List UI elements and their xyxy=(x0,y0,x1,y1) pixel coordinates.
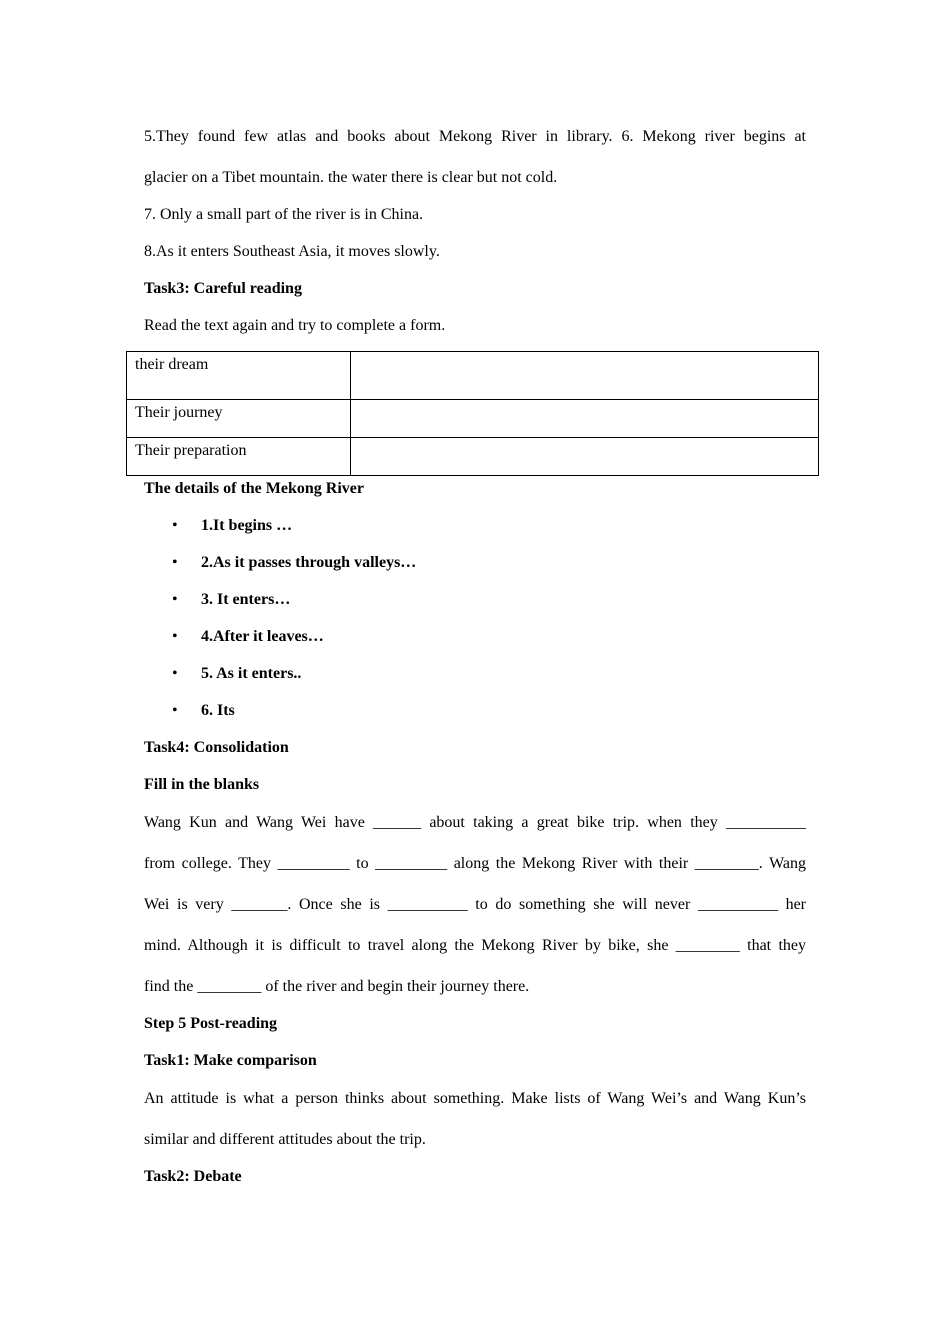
bullet-icon: • xyxy=(172,702,178,719)
row-answer-preparation[interactable] xyxy=(351,438,819,476)
row-label-dream: their dream xyxy=(127,352,351,400)
step5-heading: Step 5 Post-reading xyxy=(144,1015,278,1032)
fill-blank-line-2: from college. They _________ to _________ along the Mekong River with their ________. Wang xyxy=(144,855,806,872)
list-item-text: 5. As it enters.. xyxy=(201,665,302,682)
task2-heading: Task2: Debate xyxy=(144,1168,242,1185)
fill-blank-line-1: Wang Kun and Wang Wei have ______ about taking a great bike trip. when they __________ xyxy=(144,814,806,831)
table-row xyxy=(127,438,819,476)
fill-blank-line-3: Wei is very _______. Once she is __________ to do something she will never __________ her xyxy=(144,896,806,913)
list-item xyxy=(172,553,416,573)
bullet-icon: • xyxy=(172,591,178,608)
list-item xyxy=(172,701,235,721)
fill-blank-line-4: mind. Although it is difficult to travel along the Mekong River by bike, she ________ that they xyxy=(144,937,806,954)
list-item-text: 2.As it passes through valleys… xyxy=(201,554,417,571)
reading-form-table xyxy=(126,351,819,476)
intro-line-1: 5.They found few atlas and books about Mekong River in library. 6. Mekong river begins at xyxy=(144,128,806,145)
task3-instruction: Read the text again and try to complete a form. xyxy=(144,317,446,334)
row-label-preparation: Their preparation xyxy=(127,438,351,476)
row-label-journey: Their journey xyxy=(127,400,351,438)
task4-subheading: Fill in the blanks xyxy=(144,776,260,793)
list-item xyxy=(172,627,324,647)
bullet-icon: • xyxy=(172,554,178,571)
list-item xyxy=(172,516,292,536)
list-item xyxy=(172,664,301,684)
task1-line-2: similar and different attitudes about the trip. xyxy=(144,1131,426,1148)
task4-heading: Task4: Consolidation xyxy=(144,739,289,756)
list-item-text: 6. Its xyxy=(201,702,235,719)
intro-line-4: 8.As it enters Southeast Asia, it moves slowly. xyxy=(144,243,440,260)
table-row xyxy=(127,352,819,400)
list-item-text: 1.It begins … xyxy=(201,517,293,534)
intro-line-2: glacier on a Tibet mountain. the water there is clear but not cold. xyxy=(144,169,558,186)
row-answer-journey[interactable] xyxy=(351,400,819,438)
intro-line-3: 7. Only a small part of the river is in China. xyxy=(144,206,424,223)
list-item xyxy=(172,590,290,610)
task3-heading: Task3: Careful reading xyxy=(144,280,302,297)
row-answer-dream[interactable] xyxy=(351,352,819,400)
table-row xyxy=(127,400,819,438)
bullet-icon: • xyxy=(172,628,178,645)
bullet-icon: • xyxy=(172,517,178,534)
task1-line-1: An attitude is what a person thinks about something. Make lists of Wang Wei’s and Wang Kun’s xyxy=(144,1090,806,1107)
bullet-icon: • xyxy=(172,665,178,682)
details-heading: The details of the Mekong River xyxy=(144,480,364,497)
list-item-text: 4.After it leaves… xyxy=(201,628,324,645)
fill-blank-line-5: find the ________ of the river and begin their journey there. xyxy=(144,978,530,995)
task1-heading: Task1: Make comparison xyxy=(144,1052,317,1069)
list-item-text: 3. It enters… xyxy=(201,591,291,608)
